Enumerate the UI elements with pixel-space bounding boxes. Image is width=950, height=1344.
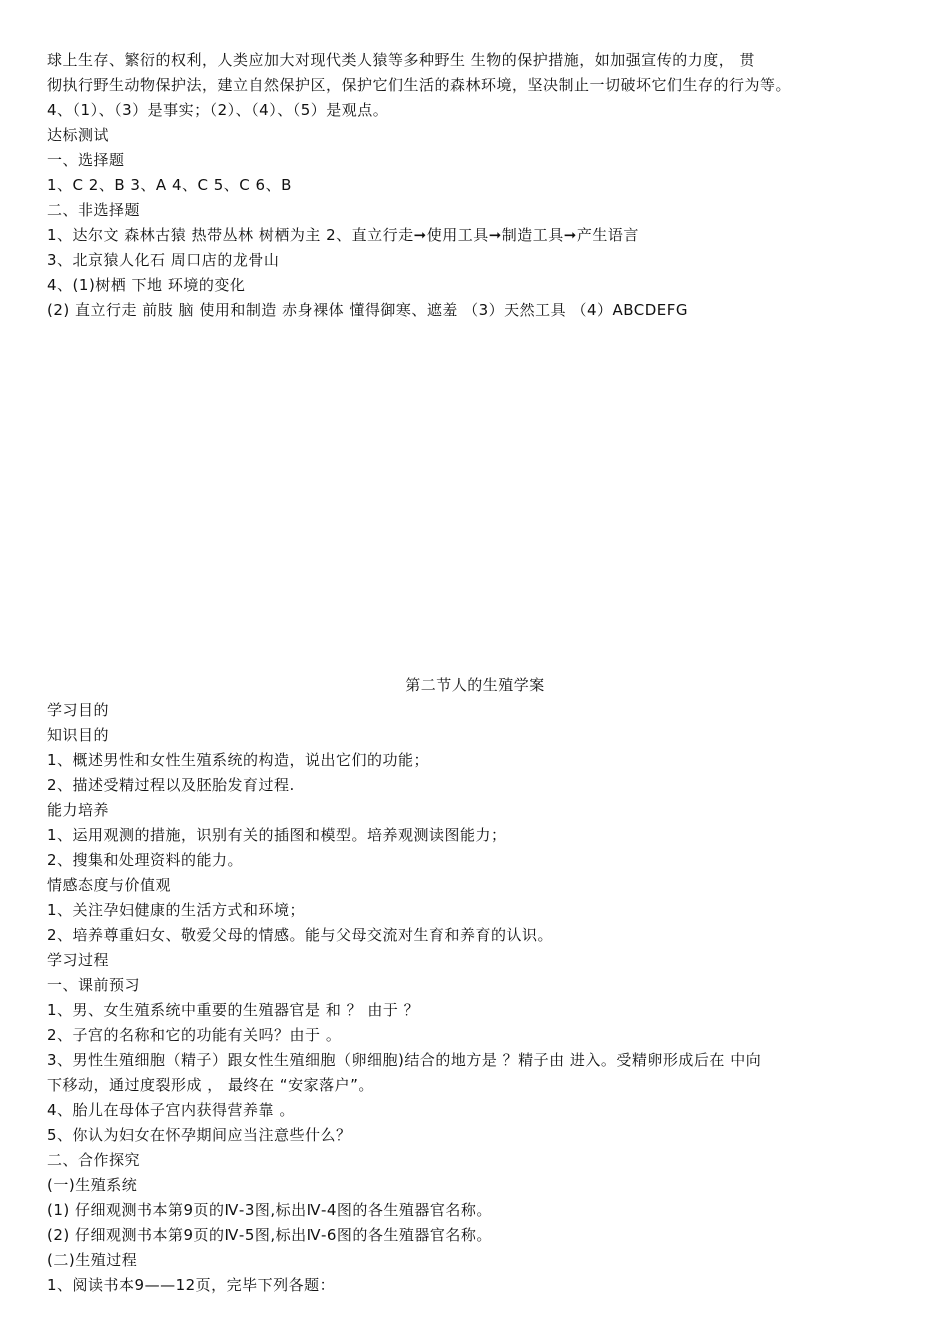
section-heading: 一、课前预习 — [47, 976, 141, 994]
section-heading: 学习目的 — [47, 701, 110, 719]
answer-line: 3、北京猿人化石 周口店的龙骨山 — [47, 251, 280, 269]
section-heading: 达标测试 — [47, 126, 110, 144]
text-line: 2、培养尊重妇女、敬爱父母的情感。能与父母交流对生育和养育的认识。 — [47, 926, 554, 944]
answer-line: 1、C 2、B 3、A 4、C 5、C 6、B — [47, 176, 292, 194]
section-heading: 能力培养 — [47, 801, 110, 819]
section-heading: 二、非选择题 — [47, 201, 141, 219]
question-line: 下移动，通过度裂形成 ， 最终在 “安家落户”。 — [47, 1076, 374, 1094]
question-line: 5、你认为妇女在怀孕期间应当注意些什么？ — [47, 1126, 352, 1144]
answer-line: (2) 直立行走 前肢 脑 使用和制造 赤身裸体 懂得御寒、遮羞 （3）天然工具 （4）ABCDEFG — [47, 301, 689, 319]
text-line: 2、搜集和处理资料的能力。 — [47, 851, 244, 869]
question-line: (1) 仔细观测书本第9页的Ⅳ-3图,标出Ⅳ-4图的各生殖器官名称。 — [47, 1201, 492, 1219]
section-heading: 二、合作探究 — [47, 1151, 141, 1169]
page-title: 第二节人的生殖学案 — [405, 676, 545, 694]
text-line: 4、（1）、（3）是事实；（2）、（4）、（5）是观点。 — [47, 101, 389, 119]
text-line: 1、概述男性和女性生殖系统的构造，说出它们的功能； — [47, 751, 430, 769]
question-line: 2、子宫的名称和它的功能有关吗？由于 。 — [47, 1026, 342, 1044]
question-line: 1、阅读书本9——12页，完毕下列各题： — [47, 1276, 336, 1294]
text-line: 1、运用观测的措施，识别有关的插图和模型。培养观测读图能力； — [47, 826, 507, 844]
text-line: 2、描述受精过程以及胚胎发育过程. — [47, 776, 295, 794]
answer-line: 1、达尔文 森林古猿 热带丛林 树栖为主 2、直立行走➞使用工具➞制造工具➞产生语言 — [47, 226, 639, 244]
section-heading: (一)生殖系统 — [47, 1176, 138, 1194]
text-line: 球上生存、繁衍的权利，人类应加大对现代类人猿等多种野生 生物的保护措施，如加强宣传的力度， 贯 — [47, 51, 756, 69]
question-line: 1、男、女生殖系统中重要的生殖器官是 和 ？ 由于 ？ — [47, 1001, 420, 1019]
text-line: 彻执行野生动物保护法，建立自然保护区，保护它们生活的森林环境，坚决制止一切破坏它们生存的行为等。 — [47, 76, 792, 94]
text-line: 1、关注孕妇健康的生活方式和环境； — [47, 901, 306, 919]
question-line: 3、男性生殖细胞（精子）跟女性生殖细胞（卵细胞)结合的地方是 ？精子由 进入。受精卵形成后在 中向 — [47, 1051, 762, 1069]
section-heading: 一、选择题 — [47, 151, 125, 169]
section-heading: 情感态度与价值观 — [47, 876, 172, 894]
section-heading: 知识目的 — [47, 726, 110, 744]
question-line: 4、胎儿在母体子宫内获得营养靠 。 — [47, 1101, 295, 1119]
question-line: (2) 仔细观测书本第9页的Ⅳ-5图,标出Ⅳ-6图的各生殖器官名称。 — [47, 1226, 492, 1244]
section-heading: (二)生殖过程 — [47, 1251, 138, 1269]
section-heading: 学习过程 — [47, 951, 110, 969]
answer-line: 4、(1)树栖 下地 环境的变化 — [47, 276, 246, 294]
